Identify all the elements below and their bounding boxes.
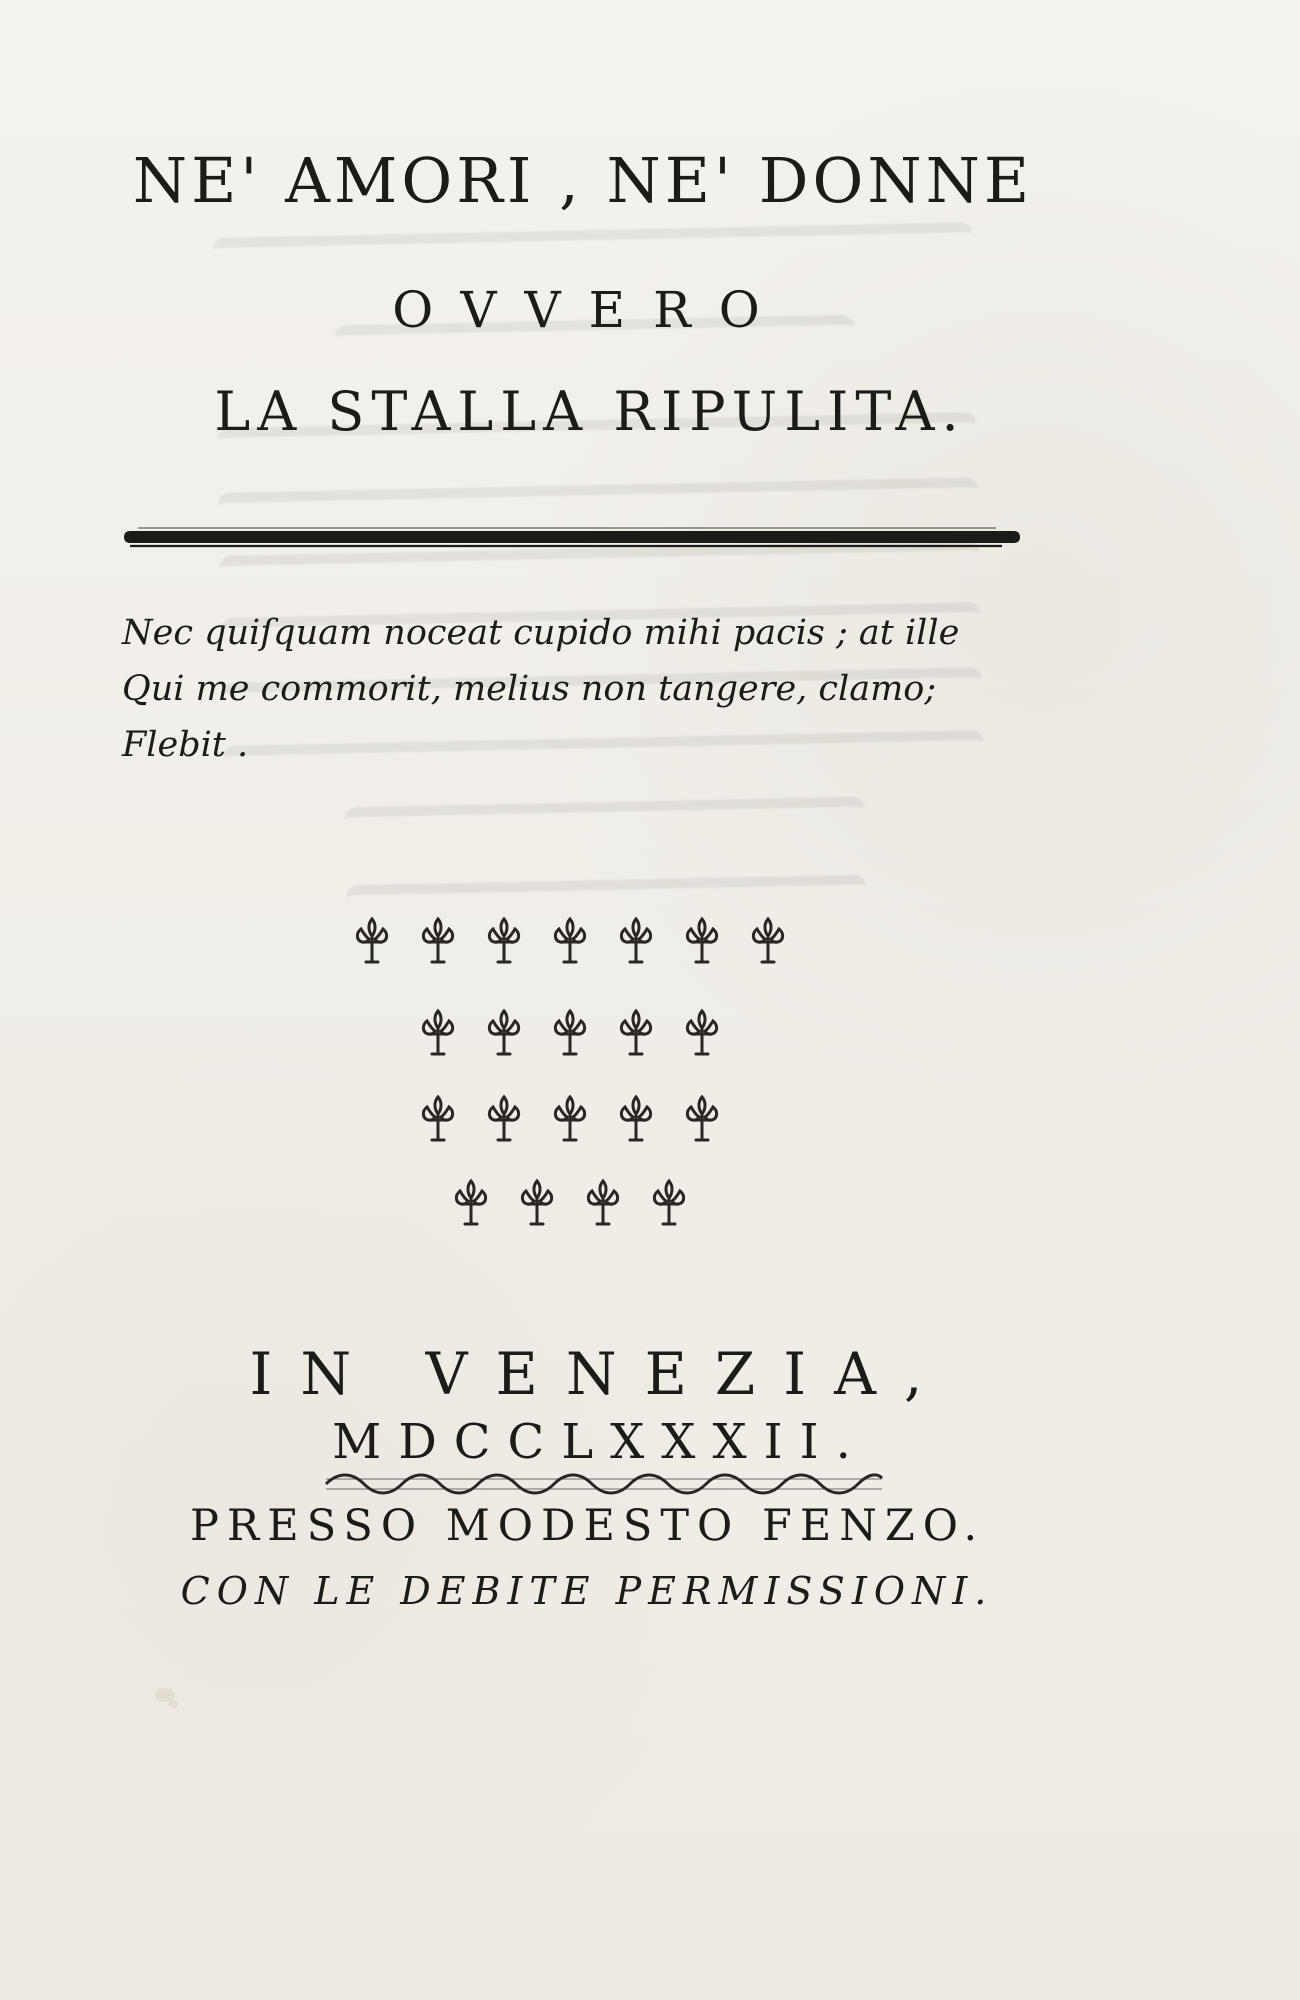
fleur-de-lis-icon xyxy=(617,1093,655,1143)
fleur-de-lis-icon xyxy=(617,1007,655,1057)
fleur-de-lis-icon xyxy=(650,1177,688,1227)
fleur-de-lis-icon xyxy=(419,1007,457,1057)
fleur-de-lis-icon xyxy=(452,1177,490,1227)
fleur-de-lis-icon xyxy=(683,1093,721,1143)
main-title: NE' AMORI , NE' DONNE xyxy=(132,144,1034,217)
permissions-line: CON LE DEBITE PERMISSIONI. xyxy=(180,1569,994,1613)
fleur-de-lis-icon xyxy=(617,915,655,965)
latin-motto xyxy=(122,605,1042,773)
fleur-de-lis-icon xyxy=(518,1177,556,1227)
printer-line: PRESSO MODESTO FENZO. xyxy=(190,1501,986,1551)
title-rule xyxy=(122,522,1022,552)
motto-line-3: Flebit . xyxy=(122,725,249,765)
fleur-de-lis-icon xyxy=(584,1177,622,1227)
fleur-de-lis-icon xyxy=(551,915,589,965)
fleur-de-lis-icon xyxy=(749,915,787,965)
imprint-year: MDCCLXXXII. xyxy=(332,1414,868,1470)
ovvero-line: OVVERO xyxy=(392,281,788,339)
fleur-de-lis-icon xyxy=(353,915,391,965)
fleuron-row-1 xyxy=(330,915,810,965)
ornamental-border xyxy=(318,1466,886,1500)
paper-stain xyxy=(168,1700,178,1708)
motto-line-1: Nec quiſquam noceat cupido mihi pacis ; at ille xyxy=(122,613,960,653)
fleur-de-lis-icon xyxy=(485,915,523,965)
fleur-de-lis-icon xyxy=(683,915,721,965)
fleuron-ornament-group xyxy=(330,915,810,1245)
fleur-de-lis-icon xyxy=(419,1093,457,1143)
fleuron-row-2 xyxy=(330,1007,810,1057)
fleur-de-lis-icon xyxy=(551,1007,589,1057)
fleuron-row-4 xyxy=(330,1177,810,1227)
fleur-de-lis-icon xyxy=(485,1093,523,1143)
fleur-de-lis-icon xyxy=(551,1093,589,1143)
fleur-de-lis-icon xyxy=(683,1007,721,1057)
subtitle: LA STALLA RIPULITA. xyxy=(214,380,966,443)
fleur-de-lis-icon xyxy=(419,915,457,965)
imprint-place: IN VENEZIA, xyxy=(249,1340,951,1408)
motto-line-2: Qui me commorit, melius non tangere, clamo; xyxy=(122,669,937,709)
fleuron-row-3 xyxy=(330,1093,810,1143)
fleur-de-lis-icon xyxy=(485,1007,523,1057)
